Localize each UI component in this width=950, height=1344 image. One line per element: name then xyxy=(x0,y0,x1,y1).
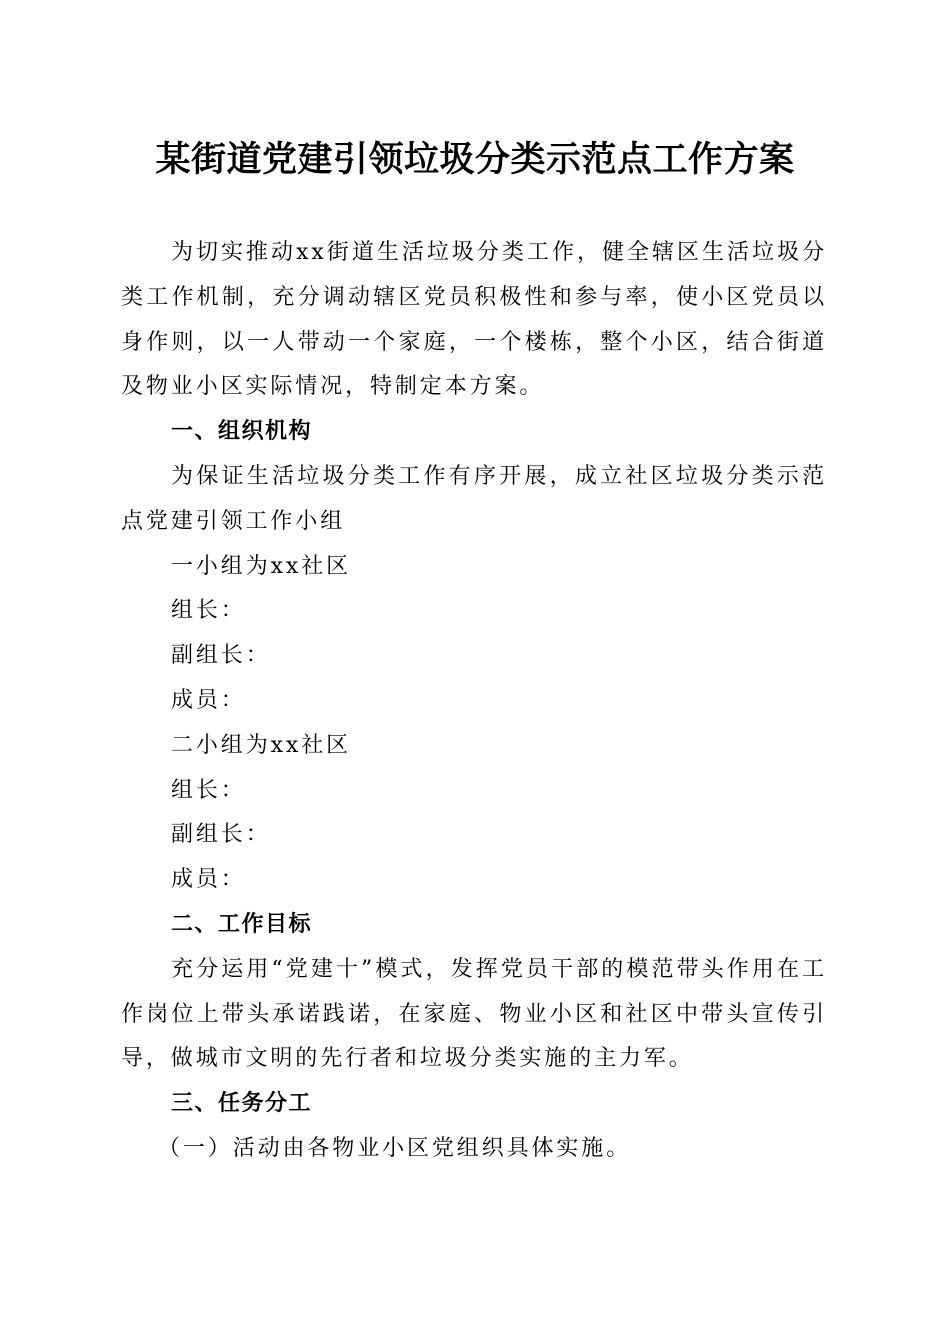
goals-paragraph: 充分运用“党建十”模式，发挥党员干部的模范带头作用在工作岗位上带头承诺践诺，在家庭、物业小区和社区中带头宣传引导，做城市文明的先行者和垃圾分类实施的主力军。 xyxy=(121,956,827,1072)
section-heading-organization: 一、组织机构 xyxy=(171,419,313,445)
task-item-1: （一）活动由各物业小区党组织具体实施。 xyxy=(158,1135,632,1161)
group1-leader: 组长： xyxy=(171,598,246,624)
document-title: 某街道党建引领垃圾分类示范点工作方案 xyxy=(155,139,795,180)
intro-paragraph: 为切实推动xx街道生活垃圾分类工作，健全辖区生活垃圾分类工作机制，充分调动辖区党员积极性和参与率，使小区党员以身作则，以一人带动一个家庭，一个楼栋，整个小区，结合街道及物业小区实际情况，特制定本方案。 xyxy=(121,240,827,400)
group1-members: 成员： xyxy=(171,687,246,713)
group1-deputy: 副组长： xyxy=(171,643,271,669)
document-body xyxy=(121,231,827,1172)
group2-name: 二小组为xx社区 xyxy=(171,732,352,758)
group1-name: 一小组为xx社区 xyxy=(171,553,352,579)
group2-leader: 组长： xyxy=(171,777,246,803)
group2-members: 成员： xyxy=(171,867,246,893)
organization-paragraph: 为保证生活垃圾分类工作有序开展，成立社区垃圾分类示范点党建引领工作小组 xyxy=(121,463,827,534)
section-heading-tasks: 三、任务分工 xyxy=(171,1091,313,1117)
group2-deputy: 副组长： xyxy=(171,822,271,848)
section-heading-goals: 二、工作目标 xyxy=(171,911,313,937)
